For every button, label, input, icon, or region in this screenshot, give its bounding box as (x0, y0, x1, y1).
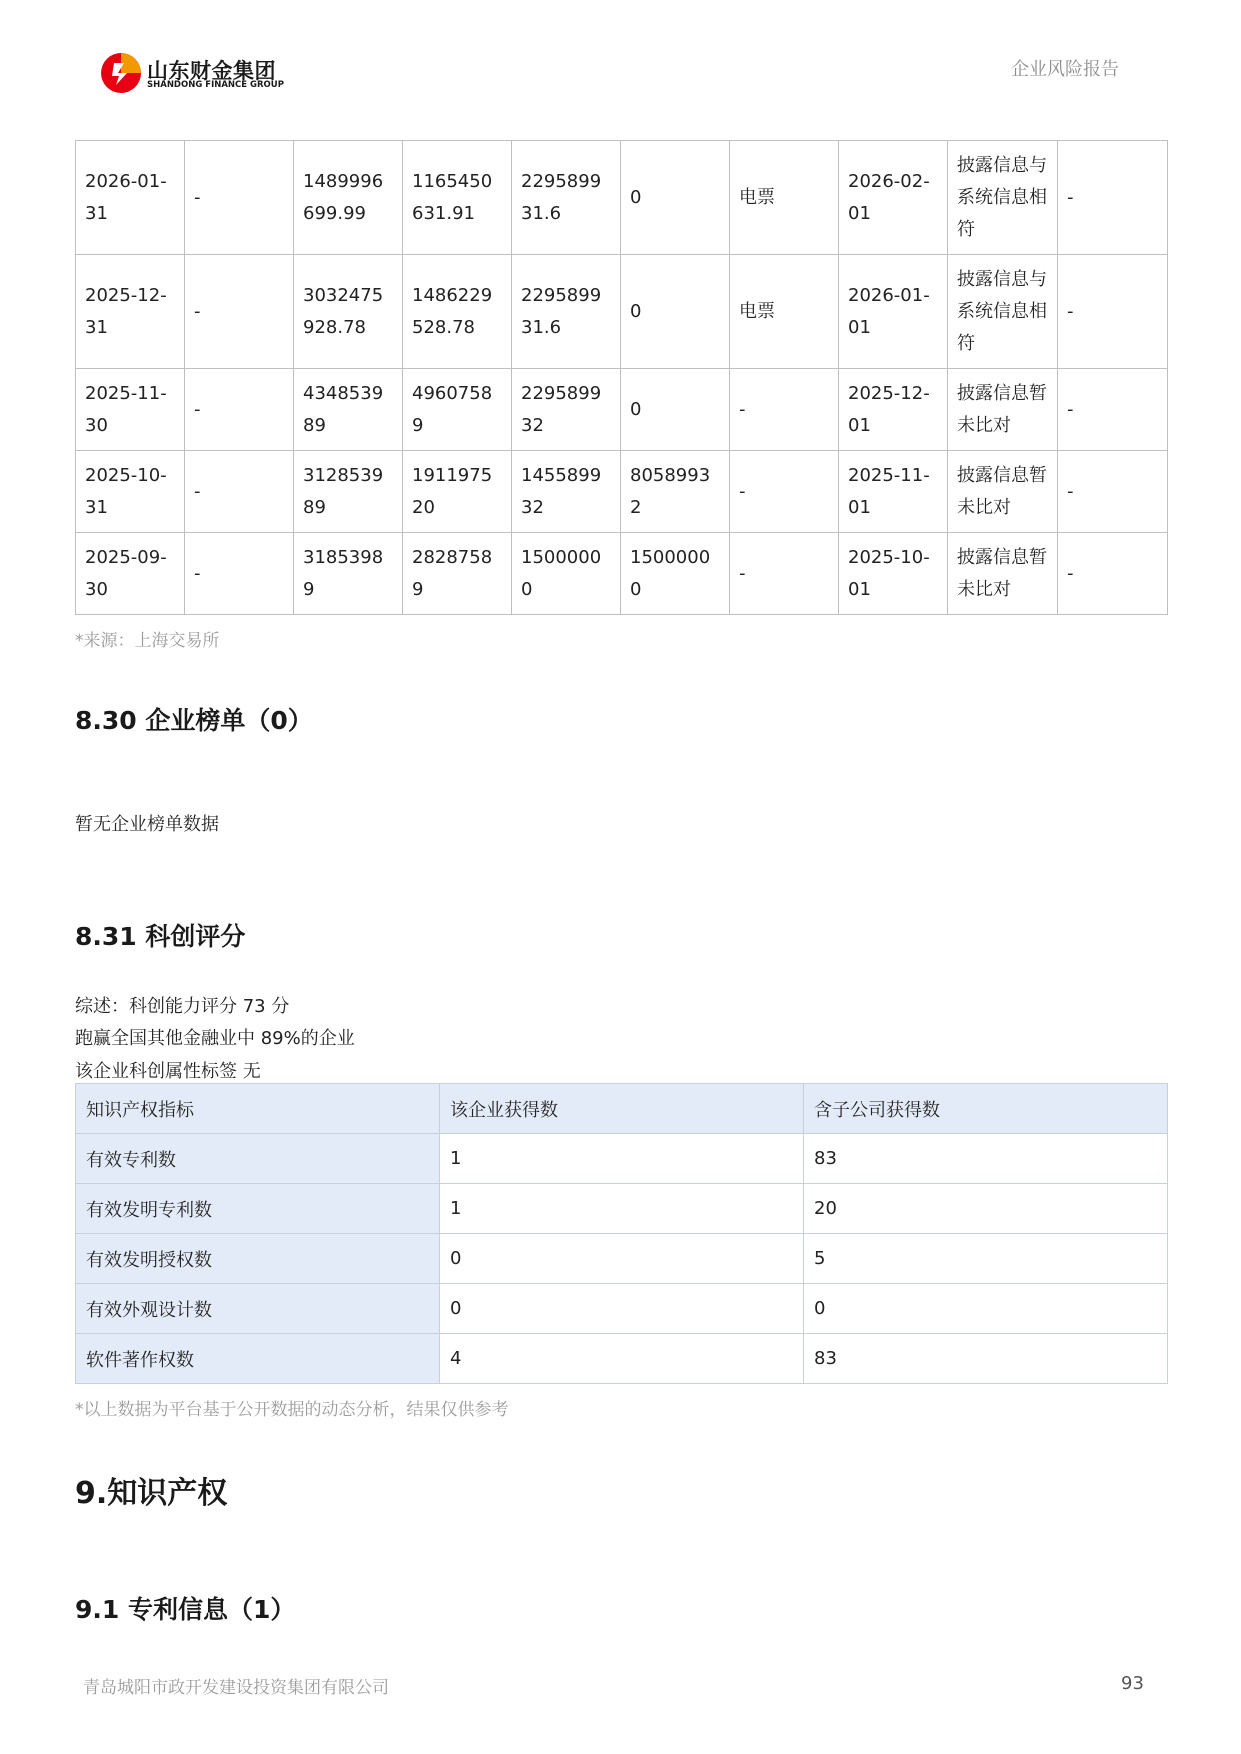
metric-value-cell: 83 (804, 1334, 1168, 1384)
table-cell (512, 369, 621, 451)
page-number: 93 (1121, 1673, 1144, 1694)
cell-text: 2025-10-31 (85, 464, 167, 518)
table-cell (185, 451, 294, 533)
bill-disclosure-table (75, 140, 1168, 615)
table-cell (185, 255, 294, 369)
metric-name-cell: 有效专利数 (76, 1134, 440, 1184)
table-cell (948, 369, 1058, 451)
table-cell (294, 451, 403, 533)
cell-text: - (194, 562, 201, 584)
cell-text: 2025-12-01 (848, 382, 930, 436)
cell-text: 2025-11-01 (848, 464, 930, 518)
table-cell (839, 451, 948, 533)
logo-chinese-name: 山东财金集团 (147, 59, 276, 83)
metric-value-cell: 20 (804, 1184, 1168, 1234)
table-cell (403, 369, 512, 451)
table-cell (839, 255, 948, 369)
cell-text: 1165450631.91 (412, 170, 493, 224)
table-cell (294, 533, 403, 615)
cell-text: - (194, 480, 201, 502)
table-cell (1058, 533, 1168, 615)
source-note: *来源：上海交易所 (75, 631, 220, 651)
innovation-score-summary: 综述：科创能力评分 73 分 (75, 996, 290, 1017)
metric-name-cell: 有效发明专利数 (76, 1184, 440, 1234)
cell-text: 披露信息暂未比对 (957, 382, 1047, 436)
table-cell (512, 141, 621, 255)
metric-name-cell: 软件著作权数 (76, 1334, 440, 1384)
cell-text: 0 (630, 186, 642, 208)
table-cell (839, 533, 948, 615)
table-row (76, 451, 1168, 533)
column-header: 含子公司获得数 (804, 1084, 1168, 1134)
cell-text: - (1067, 398, 1074, 420)
table-cell (730, 141, 839, 255)
cell-text: 80589932 (630, 464, 711, 518)
table-row (76, 533, 1168, 615)
table-cell (621, 451, 730, 533)
cell-text: - (1067, 562, 1074, 584)
metric-name-cell: 有效发明授权数 (76, 1234, 440, 1284)
cell-text: 434853989 (303, 382, 384, 436)
metric-name-cell: 有效外观设计数 (76, 1284, 440, 1334)
table-cell (76, 533, 185, 615)
table-cell (185, 533, 294, 615)
cell-text: 145589932 (521, 464, 602, 518)
cell-text: - (1067, 480, 1074, 502)
table-cell (76, 141, 185, 255)
cell-text: - (1067, 300, 1074, 322)
cell-text: - (739, 562, 746, 584)
table-cell (185, 141, 294, 255)
table-cell (512, 451, 621, 533)
table-cell (730, 369, 839, 451)
column-header: 该企业获得数 (440, 1084, 804, 1134)
logo-english-name: SHANDONG FINANCE GROUP (147, 80, 284, 90)
table-cell (839, 141, 948, 255)
table-cell (403, 141, 512, 255)
table-cell (948, 451, 1058, 533)
table-cell (403, 451, 512, 533)
metric-value-cell: 4 (440, 1334, 804, 1384)
table-row (76, 255, 1168, 369)
cell-text: 2026-02-01 (848, 170, 930, 224)
cell-text: 15000000 (630, 546, 711, 600)
table-cell (730, 533, 839, 615)
metric-value-cell: 0 (440, 1284, 804, 1334)
footer-company-name: 青岛城阳市政开发建设投资集团有限公司 (83, 1678, 389, 1698)
cell-text: - (194, 300, 201, 322)
cell-text: 49607589 (412, 382, 493, 436)
table-row (76, 141, 1168, 255)
report-title: 企业风险报告 (1011, 59, 1119, 80)
metric-value-cell: 83 (804, 1134, 1168, 1184)
cell-text: 229589931.6 (521, 284, 602, 338)
cell-text: 2025-11-30 (85, 382, 167, 436)
cell-text: 2025-10-01 (848, 546, 930, 600)
table-cell (76, 255, 185, 369)
cell-text: 229589932 (521, 382, 602, 436)
cell-text: 1486229528.78 (412, 284, 493, 338)
table-row (76, 1184, 1168, 1234)
table-cell (1058, 451, 1168, 533)
section-heading-9: 9.知识产权 (75, 1476, 228, 1511)
table-cell (1058, 255, 1168, 369)
company-logo (100, 52, 290, 96)
table-cell (621, 533, 730, 615)
table-row (76, 1334, 1168, 1384)
cell-text: 2026-01-31 (85, 170, 167, 224)
table-cell (839, 369, 948, 451)
table-row (76, 1284, 1168, 1334)
logo-mark-icon (100, 52, 142, 94)
cell-text: 1489996699.99 (303, 170, 384, 224)
cell-text: - (1067, 186, 1074, 208)
cell-text: 电票 (739, 300, 775, 322)
metric-value-cell: 0 (440, 1234, 804, 1284)
ip-metrics-table (75, 1083, 1168, 1384)
table-row (76, 1234, 1168, 1284)
table-cell (621, 255, 730, 369)
metric-value-cell: 1 (440, 1184, 804, 1234)
cell-text: 0 (630, 398, 642, 420)
table-cell (76, 369, 185, 451)
section-heading-8-31: 8.31 科创评分 (75, 922, 246, 951)
metric-value-cell: 0 (804, 1284, 1168, 1334)
cell-text: - (194, 186, 201, 208)
cell-text: - (194, 398, 201, 420)
cell-text: 电票 (739, 186, 775, 208)
table-cell (1058, 141, 1168, 255)
section-heading-8-30: 8.30 企业榜单（0） (75, 706, 313, 735)
cell-text: 229589931.6 (521, 170, 602, 224)
table-cell (76, 451, 185, 533)
table-cell (294, 255, 403, 369)
table-cell (512, 533, 621, 615)
cell-text: 披露信息暂未比对 (957, 546, 1047, 600)
table-cell (185, 369, 294, 451)
table-cell (1058, 369, 1168, 451)
table-cell (294, 141, 403, 255)
cell-text: - (739, 398, 746, 420)
table-cell (730, 255, 839, 369)
empty-ranking-text: 暂无企业榜单数据 (75, 814, 219, 835)
table-row (76, 1134, 1168, 1184)
table-cell (730, 451, 839, 533)
table-cell (294, 369, 403, 451)
table-cell (948, 255, 1058, 369)
metric-value-cell: 5 (804, 1234, 1168, 1284)
table-cell (403, 533, 512, 615)
cell-text: 2025-12-31 (85, 284, 167, 338)
cell-text: 0 (630, 300, 642, 322)
cell-text: 3032475928.78 (303, 284, 384, 338)
cell-text: 312853989 (303, 464, 384, 518)
cell-text: 披露信息暂未比对 (957, 464, 1047, 518)
cell-text: 2025-09-30 (85, 546, 167, 600)
table-cell (512, 255, 621, 369)
analysis-disclaimer: *以上数据为平台基于公开数据的动态分析，结果仅供参考 (75, 1400, 509, 1420)
cell-text: 28287589 (412, 546, 493, 600)
table-header-row (76, 1084, 1168, 1134)
table-cell (948, 141, 1058, 255)
table-cell (403, 255, 512, 369)
section-heading-9-1: 9.1 专利信息（1） (75, 1595, 296, 1624)
table-cell (621, 141, 730, 255)
table-cell (621, 369, 730, 451)
cell-text: 31853989 (303, 546, 384, 600)
innovation-ranking-text: 跑赢全国其他金融业中 89%的企业 (75, 1028, 355, 1049)
table-row (76, 369, 1168, 451)
cell-text: 2026-01-01 (848, 284, 930, 338)
cell-text: 披露信息与系统信息相符 (957, 154, 1047, 240)
cell-text: 披露信息与系统信息相符 (957, 268, 1047, 354)
innovation-tag-text: 该企业科创属性标签 无 (75, 1061, 261, 1082)
cell-text: 15000000 (521, 546, 602, 600)
cell-text: - (739, 480, 746, 502)
table-cell (948, 533, 1058, 615)
column-header: 知识产权指标 (76, 1084, 440, 1134)
metric-value-cell: 1 (440, 1134, 804, 1184)
cell-text: 191197520 (412, 464, 493, 518)
